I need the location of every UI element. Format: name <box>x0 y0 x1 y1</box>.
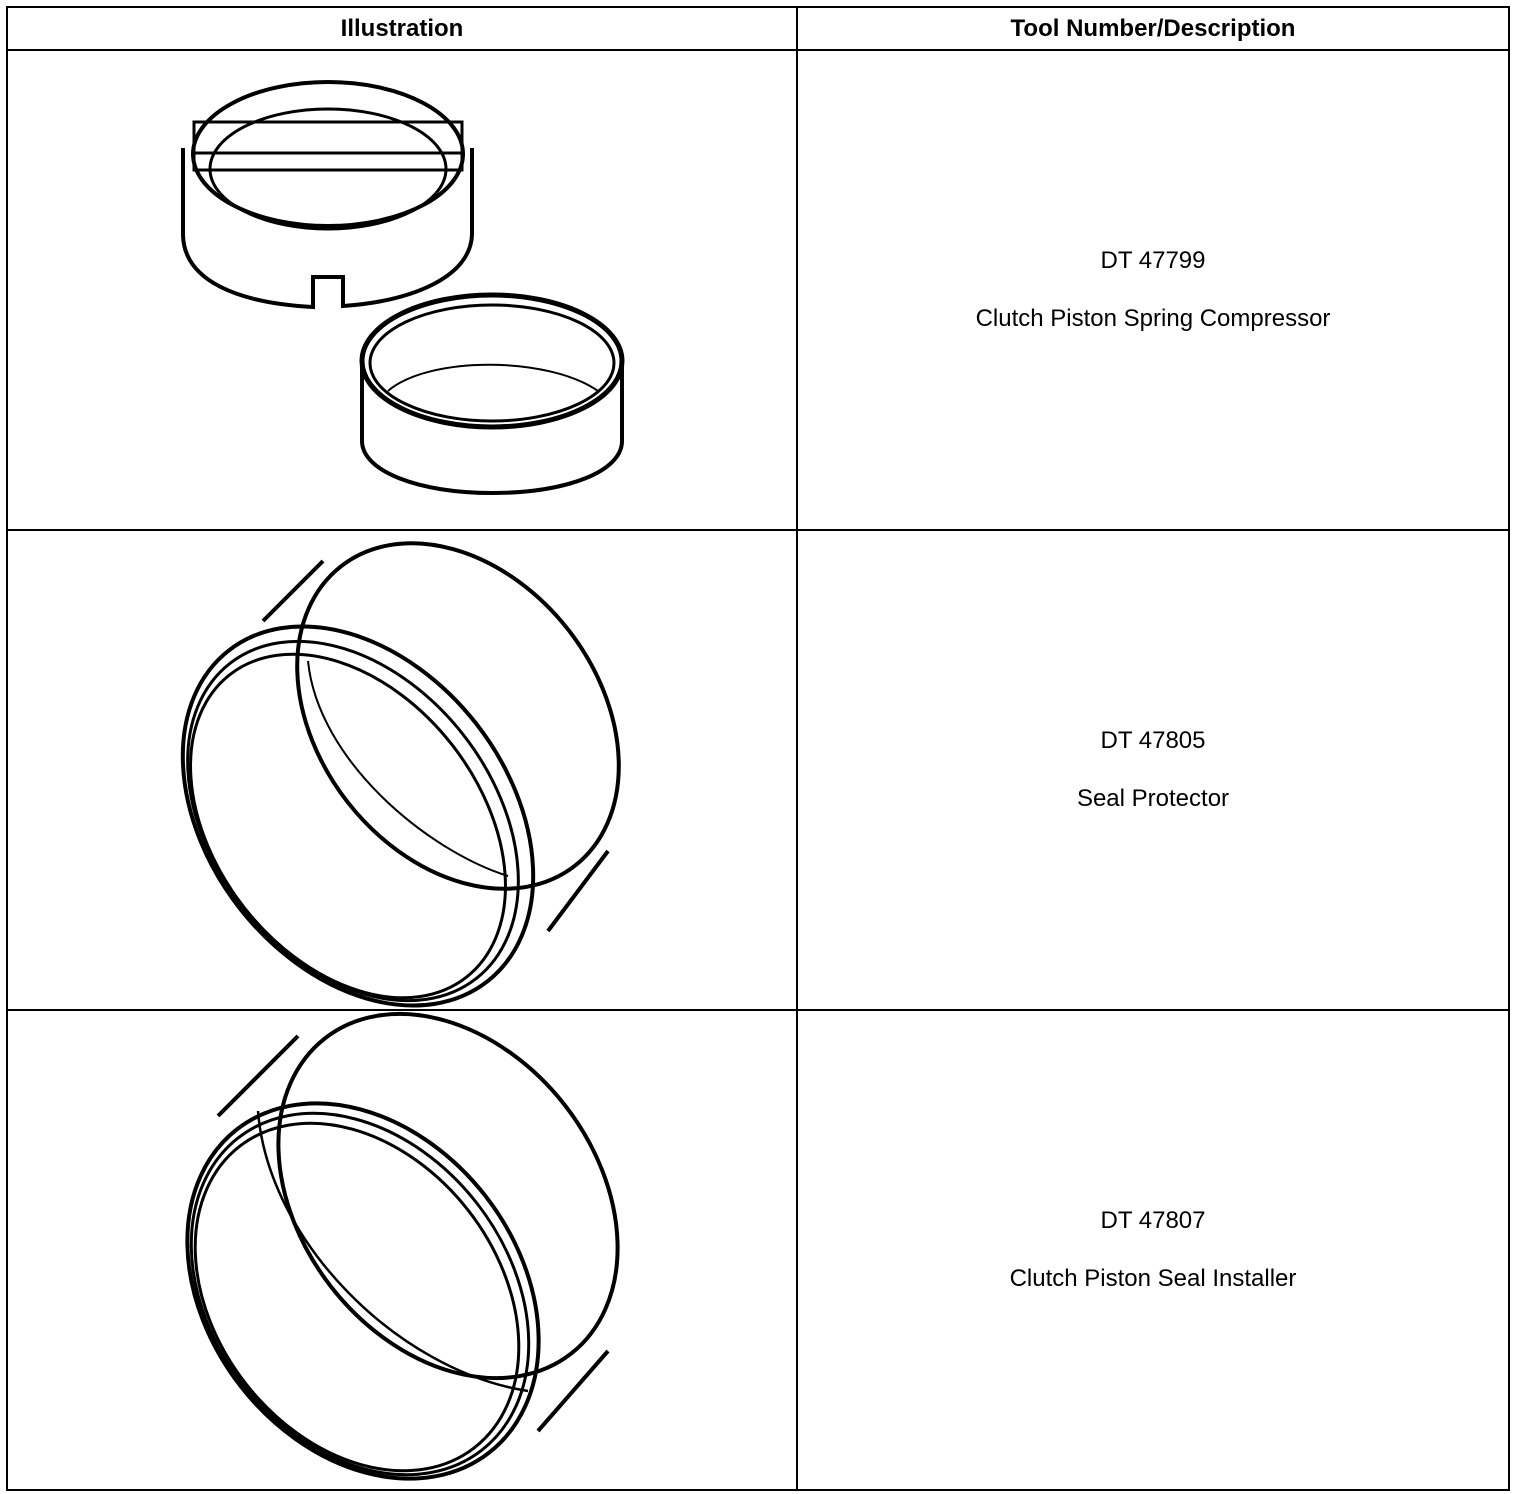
description-cell <box>797 530 1509 1010</box>
illustration-cell <box>7 530 797 1010</box>
illustration-cell <box>7 50 797 530</box>
seal-installer-drawing <box>8 1011 798 1489</box>
description-cell <box>797 50 1509 530</box>
table-row <box>7 530 1509 1010</box>
header-tool-description: Tool Number/Description <box>797 7 1509 50</box>
table-row <box>7 50 1509 530</box>
header-illustration: Illustration <box>7 7 797 50</box>
description-cell <box>797 1010 1509 1490</box>
tool-description: Clutch Piston Spring Compressor <box>975 305 1331 332</box>
illustration-cell <box>7 1010 797 1490</box>
tool-description: Seal Protector <box>1076 785 1230 812</box>
seal-protector-drawing <box>8 531 798 1009</box>
tool-number: DT 47799 <box>1100 247 1206 274</box>
tool-number: DT 47807 <box>1100 1207 1206 1234</box>
tool-number: DT 47805 <box>1100 727 1206 754</box>
tool-description: Clutch Piston Seal Installer <box>1009 1265 1297 1292</box>
spring-compressor-drawing <box>8 51 798 529</box>
header-row <box>7 7 1509 50</box>
table-row <box>7 1010 1509 1490</box>
tool-table <box>6 6 1510 1491</box>
